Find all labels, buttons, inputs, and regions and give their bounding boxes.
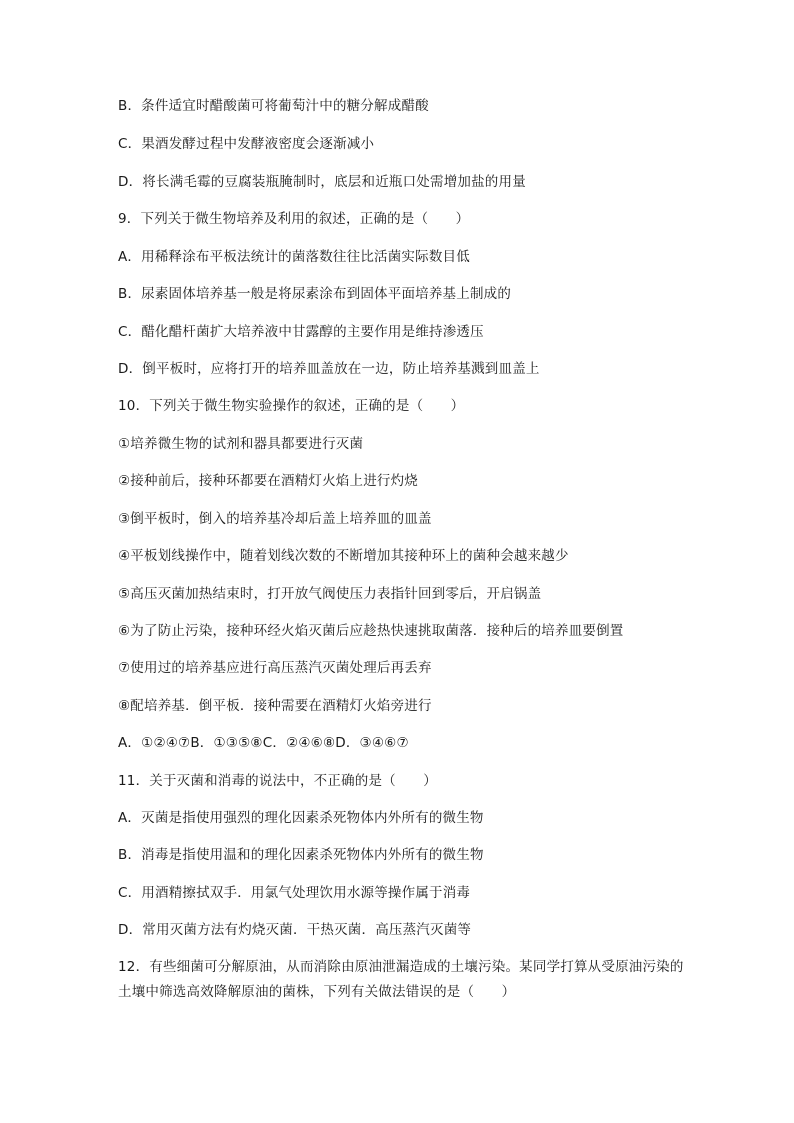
- q11-option-d: D．常用灭菌方法有灼烧灭菌．干热灭菌．高压蒸汽灭菌等: [118, 922, 472, 938]
- q11-option-b: B．消毒是指使用温和的理化因素杀死物体内外所有的微生物: [118, 847, 484, 863]
- q10-stem: 10．下列关于微生物实验操作的叙述，正确的是（ ）: [118, 398, 465, 414]
- q9-option-a: A．用稀释涂布平板法统计的菌落数往往比活菌实际数目低: [118, 249, 470, 265]
- q10-item-8: ⑧配培养基．倒平板．接种需要在酒精灯火焰旁进行: [118, 698, 432, 714]
- q10-item-7: ⑦使用过的培养基应进行高压蒸汽灭菌处理后再丢弃: [118, 660, 432, 676]
- q10-item-6: ⑥为了防止污染，接种环经火焰灭菌后应趁热快速挑取菌落．接种后的培养皿要倒置: [118, 623, 624, 639]
- q10-options: A．①②④⑦B．①③⑤⑧C．②④⑥⑧D．③④⑥⑦: [118, 735, 409, 751]
- q11-option-c: C．用酒精擦拭双手．用氯气处理饮用水源等操作属于消毒: [118, 885, 471, 901]
- q9-option-c: C．醋化醋杆菌扩大培养液中甘露醇的主要作用是维持渗透压: [118, 324, 484, 340]
- q11-option-a: A．灭菌是指使用强烈的理化因素杀死物体内外所有的微生物: [118, 810, 484, 826]
- q9-option-b: B．尿素固体培养基一般是将尿素涂布到固体平面培养基上制成的: [118, 286, 512, 302]
- q8-option-c: C．果酒发酵过程中发酵液密度会逐渐减小: [118, 136, 375, 152]
- q10-item-2: ②接种前后，接种环都要在酒精灯火焰上进行灼烧: [118, 473, 419, 489]
- q12-stem: 12．有些细菌可分解原油，从而消除由原油泄漏造成的土壤污染。某同学打算从受原油污染的土壤中筛选高效降解原油的菌株，下列有关做法错误的是（ ）: [118, 959, 684, 1000]
- q8-option-d: D．将长满毛霉的豆腐装瓶腌制时，底层和近瓶口处需增加盐的用量: [118, 174, 526, 190]
- q10-item-4: ④平板划线操作中，随着划线次数的不断增加其接种环上的菌种会越来越少: [118, 548, 569, 564]
- q9-stem: 9．下列关于微生物培养及利用的叙述，正确的是（ ）: [118, 211, 470, 227]
- q8-option-b: B．条件适宜时醋酸菌可将葡萄汁中的糖分解成醋酸: [118, 98, 429, 114]
- q10-item-5: ⑤高压灭菌加热结束时，打开放气阀使压力表指针回到零后，开启锅盖: [118, 586, 542, 602]
- q10-item-1: ①培养微生物的试剂和器具都要进行灭菌: [118, 436, 364, 452]
- q10-item-3: ③倒平板时，倒入的培养基冷却后盖上培养皿的皿盖: [118, 511, 432, 527]
- q9-option-d: D．倒平板时，应将打开的培养皿盖放在一边，防止培养基溅到皿盖上: [118, 361, 540, 377]
- q11-stem: 11．关于灭菌和消毒的说法中，不正确的是（ ）: [118, 773, 437, 789]
